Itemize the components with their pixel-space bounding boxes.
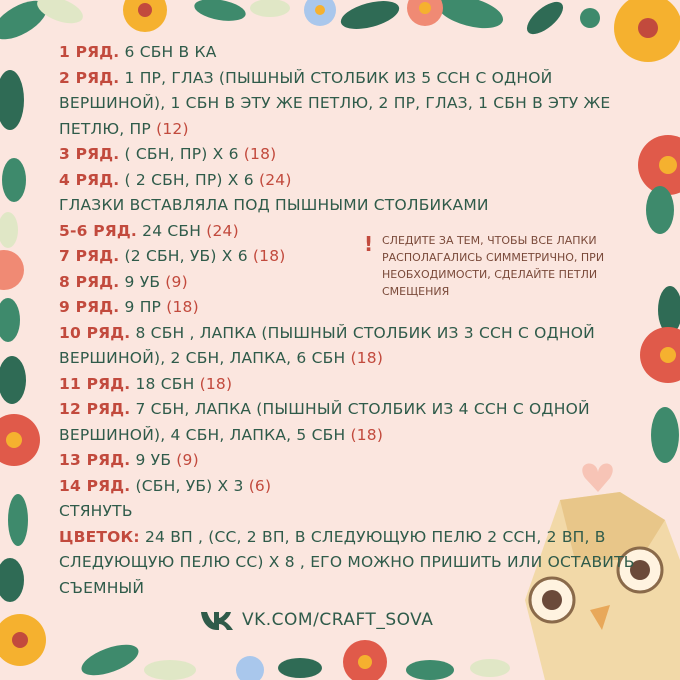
row-label: 13 РЯД. (59, 451, 131, 469)
row-text: 9 УБ (119, 272, 166, 291)
stitch-count: (18) (350, 425, 384, 444)
instruction-line (59, 499, 639, 525)
stitch-count: (9) (165, 272, 188, 291)
exclamation-icon: ! (364, 232, 374, 256)
instruction-line (59, 40, 639, 66)
instruction-line (59, 525, 639, 551)
row-text: (СБН, УБ) Х 3 (130, 476, 249, 495)
row-label: 3 РЯД. (59, 145, 120, 163)
row-text: ВЕРШИНОЙ), 2 СБН, ЛАПКА, 6 СБН (59, 349, 351, 367)
instruction-line (59, 91, 639, 117)
vk-link-text: VK.COM/CRAFT_SOVA (242, 610, 434, 630)
row-text: ПЕТЛЮ, ПР (59, 119, 157, 138)
row-label: 9 РЯД. (59, 298, 120, 316)
instruction-line (59, 66, 639, 92)
instruction-line (59, 474, 639, 500)
note-line: СЛЕДИТЕ ЗА ТЕМ, ЧТОБЫ ВСЕ ЛАПКИ (382, 234, 597, 247)
row-text: 1 ПР, ГЛАЗ (ПЫШНЫЙ СТОЛБИК ИЗ 5 ССН С ОДНОЙ (119, 68, 553, 87)
row-text: 24 ВП , (СС, 2 ВП, В СЛЕДУЮЩУЮ ПЕЛЮ 2 ССН, 2 ВП, В (139, 527, 606, 546)
row-label: 4 РЯД. (59, 170, 120, 189)
instruction-line (59, 576, 639, 602)
vk-logo-icon (200, 609, 234, 631)
stitch-count: (18) (166, 298, 199, 316)
row-text: СЛЕДУЮЩУЮ ПЕЛЮ СС) Х 8 , ЕГО МОЖНО ПРИШИТЬ ИЛИ ОСТАВИТЬ (59, 553, 635, 571)
instruction-line (59, 448, 639, 474)
note-line: НЕОБХОДИМОСТИ, СДЕЛАЙТЕ ПЕТЛИ (382, 268, 598, 281)
instruction-line (59, 193, 639, 219)
row-text: (2 СБН, УБ) Х 6 (119, 247, 253, 265)
row-label: 1 РЯД. (59, 43, 120, 61)
row-text: СТЯНУТЬ (59, 502, 133, 520)
row-label: 10 РЯД. (59, 323, 131, 342)
row-label: 5-6 РЯД. (59, 221, 137, 240)
row-label: 12 РЯД. (59, 400, 131, 418)
instruction-line (59, 117, 639, 143)
symmetry-note (364, 232, 640, 300)
row-text: ВЕРШИНОЙ), 4 СБН, ЛАПКА, 5 СБН (59, 425, 351, 444)
stitch-count: (18) (252, 247, 286, 265)
row-text: ( СБН, ПР) Х 6 (119, 145, 244, 163)
stitch-count: (24) (258, 170, 292, 189)
row-label: ЦВЕТОК: (59, 527, 140, 546)
instruction-line (59, 142, 639, 168)
instruction-line (59, 168, 639, 194)
row-label: 7 РЯД. (59, 247, 120, 265)
pattern-instructions (59, 40, 639, 601)
instruction-line (59, 346, 639, 372)
stitch-count: (12) (156, 119, 189, 138)
instruction-line (59, 397, 639, 423)
stitch-count: (9) (176, 451, 199, 469)
row-text: 8 СБН , ЛАПКА (ПЫШНЫЙ СТОЛБИК ИЗ 3 ССН С ОДНОЙ (130, 323, 595, 342)
row-text: ВЕРШИНОЙ), 1 СБН В ЭТУ ЖЕ ПЕТЛЮ, 2 ПР, ГЛАЗ, 1 СБН В ЭТУ ЖЕ (59, 94, 611, 112)
row-text: 7 СБН, ЛАПКА (ПЫШНЫЙ СТОЛБИК ИЗ 4 ССН С ОДНОЙ (130, 400, 590, 418)
stitch-count: (6) (248, 476, 272, 495)
row-text: 6 СБН В КА (119, 43, 217, 61)
instruction-line (59, 321, 639, 347)
row-text: ГЛАЗКИ ВСТАВЛЯЛА ПОД ПЫШНЫМИ СТОЛБИКАМИ (59, 196, 489, 214)
instruction-line (59, 372, 639, 398)
bottom-decoration (78, 638, 510, 680)
row-label: 8 РЯД. (59, 272, 120, 291)
left-decoration (0, 70, 46, 666)
stitch-count: (24) (206, 221, 239, 240)
row-text: СЪЕМНЫЙ (59, 578, 145, 597)
stitch-count: (18) (199, 374, 233, 393)
row-label: 11 РЯД. (59, 374, 131, 393)
vk-link[interactable] (200, 607, 433, 633)
instruction-line (59, 423, 639, 449)
note-line: РАСПОЛАГАЛИСЬ СИММЕТРИЧНО, ПРИ (382, 251, 605, 264)
row-text: 24 СБН (137, 221, 207, 240)
stitch-count: (18) (350, 349, 384, 367)
row-label: 2 РЯД. (59, 68, 120, 87)
row-label: 14 РЯД. (59, 476, 131, 495)
row-text: 18 СБН (130, 374, 200, 393)
row-text: 9 УБ (130, 451, 177, 469)
row-text: ( 2 СБН, ПР) Х 6 (119, 170, 259, 189)
row-text: 9 ПР (119, 298, 167, 316)
instruction-line (59, 550, 639, 576)
stitch-count: (18) (243, 145, 277, 163)
right-decoration (638, 135, 680, 463)
note-line: СМЕЩЕНИЯ (382, 285, 450, 298)
